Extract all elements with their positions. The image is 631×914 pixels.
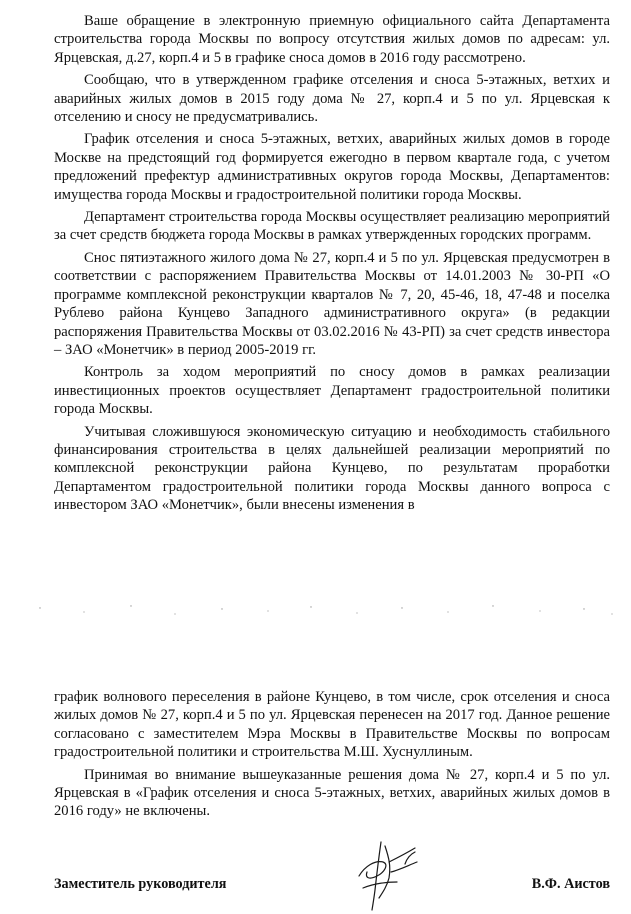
signatory-name: В.Ф. Аистов [531,876,610,892]
paragraph: График отселения и сноса 5-этажных, ветхих, аварийных жилых домов в городе Москве на предстоящий год формируется ежегодно в первом квартале года, с учетом предложений префектур административных округов города Москвы, Департаментов: имущества города Москвы и градостроительной политики города Москвы. [54,131,610,203]
paragraph: Снос пятиэтажного жилого дома № 27, корп.4 и 5 по ул. Ярцевская предусмотрен в соответствии с распоряжением Правительства Москвы от 14.01.2003 № 30-РП «О программе комплексной реконструкции кварталов № 7, 20, 45-46, 18, 47-48 и поселка Рублево района Кунцево Западного административного округа» (в редакции распоряжения Правительства Москвы от 03.02.2016 № 43-РП) за счет средств инвестора – ЗАО «Монетчик» в период 2005-2019 гг. [54,249,610,358]
paragraph: Ваше обращение в электронную приемную официального сайта Департамента строительства города Москвы по вопросу отсутствия жилых домов по адресам: ул. Ярцевская, д.27, корп.4 и 5 в графике сноса домов в 2016 году рассмотрено. [54,13,610,66]
scan-speckles [0,590,631,650]
letter-body-top [54,12,610,515]
paragraph: Сообщаю, что в утвержденном графике отселения и сноса 5-этажных, ветхих и аварийных жилых домов в 2015 году дома № 27, корп.4 и 5 по ул. Ярцевская к отселению и сносу не предусматривались. [54,72,610,126]
paragraph: Департамент строительства города Москвы осуществляет реализацию мероприятий за счет средств бюджета города Москвы в рамках утвержденных городских программ. [54,209,610,244]
handwritten-signature [345,832,425,912]
closing-paragraph: Принимая во внимание вышеуказанные решения дома № 27, корп.4 и 5 по ул. Ярцевская в «График отселения и сноса 5-этажных, ветхих, аварийных жилых домов в 2016 году» не включены. [54,766,610,820]
letter-body-bottom [54,688,610,821]
paragraph: Контроль за ходом мероприятий по сносу домов в рамках реализации инвестиционных проектов осуществляет Департамент градостроительной политики города Москвы. [54,364,610,418]
paragraph-continuation: график волнового переселения в районе Кунцево, в том числе, срок отселения и сноса жилых домов № 27, корп.4 и 5 по ул. Ярцевская перенесен на 2017 год. Данное решение согласовано с заместителем Мэра Москвы в Правительстве Москвы по вопросам градостроительной политики и строительства М.Ш. Хуснуллиным. [54,689,610,761]
paragraph: Учитывая сложившуюся экономическую ситуацию и необходимость стабильного финансирования строительства в целях дальнейшей реализации мероприятий по комплексной реконструкции района Кунцево, по результатам проработки Департаментом градостроительной политики города Москвы данного вопроса с инвестором ЗАО «Монетчик», были внесены изменения в [54,423,610,514]
signatory-position: Заместитель руководителя [54,876,227,892]
